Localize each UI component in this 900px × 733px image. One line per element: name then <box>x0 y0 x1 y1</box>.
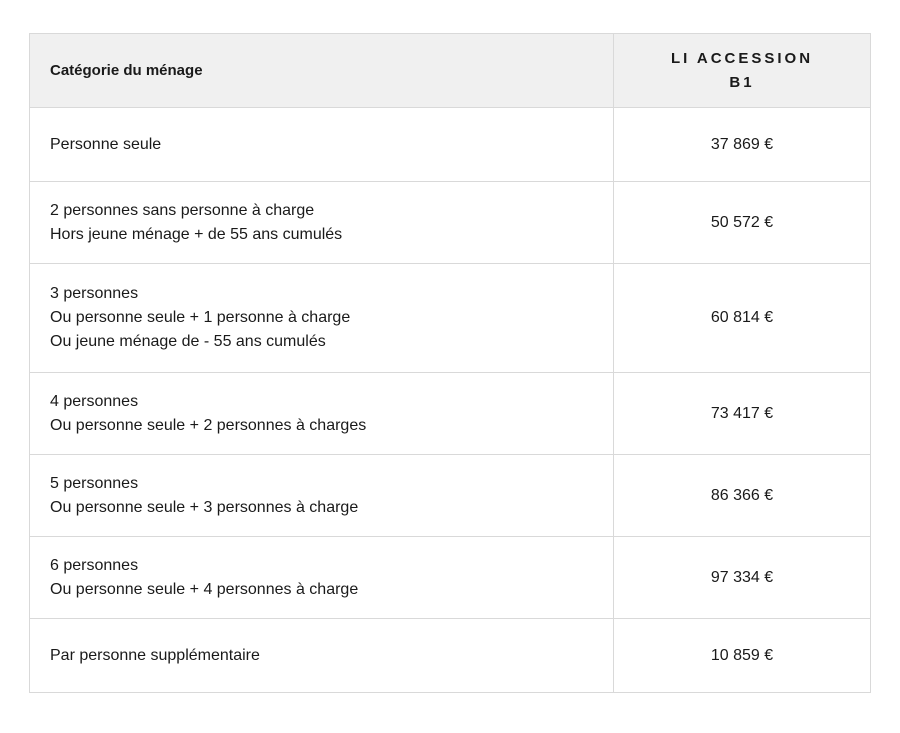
header-value-cell <box>614 34 870 108</box>
ceiling-value: 50 572 € <box>710 213 774 231</box>
category-line: 2 personnes sans personne à charge <box>50 201 315 219</box>
table-row-value <box>614 182 870 264</box>
category-line: 6 personnes <box>50 556 139 574</box>
table-row-category <box>30 537 614 619</box>
category-line: Ou personne seule + 2 personnes à charges <box>50 416 367 434</box>
table-row-value <box>614 619 870 692</box>
ceiling-value: 10 859 € <box>710 646 774 664</box>
ceiling-value: 37 869 € <box>710 135 774 153</box>
category-line: 4 personnes <box>50 392 139 410</box>
ceiling-value: 60 814 € <box>710 309 774 326</box>
category-line: 5 personnes <box>50 474 139 492</box>
category-line: Hors jeune ménage + de 55 ans cumulés <box>50 225 343 243</box>
ceiling-value: 73 417 € <box>710 404 774 422</box>
category-line: Ou personne seule + 1 personne à charge <box>50 309 351 326</box>
header-category-label: Catégorie du ménage <box>50 61 203 79</box>
table-row-category <box>30 373 614 455</box>
table-row-category <box>30 108 614 182</box>
table-row-value <box>614 264 870 373</box>
category-line: Personne seule <box>50 135 162 153</box>
ceiling-value: 86 366 € <box>710 486 774 504</box>
category-line: Ou personne seule + 3 personnes à charge <box>50 498 359 516</box>
category-line: Ou jeune ménage de - 55 ans cumulés <box>50 333 326 350</box>
income-ceiling-table <box>29 33 871 693</box>
header-column-title-line2: B1 <box>729 73 755 91</box>
table-row-category <box>30 619 614 692</box>
table-row-category <box>30 264 614 373</box>
table-row-value <box>614 373 870 455</box>
table-row-value <box>614 455 870 537</box>
category-line: Ou personne seule + 4 personnes à charge <box>50 580 359 598</box>
table-row-category <box>30 182 614 264</box>
table-row-category <box>30 455 614 537</box>
header-category-cell <box>30 34 614 108</box>
category-line: 3 personnes <box>50 285 139 302</box>
table-row-value <box>614 108 870 182</box>
category-line: Par personne supplémentaire <box>50 646 260 664</box>
header-column-title-line1: LI ACCESSION <box>670 49 814 67</box>
table-row-value <box>614 537 870 619</box>
ceiling-value: 97 334 € <box>710 568 774 586</box>
